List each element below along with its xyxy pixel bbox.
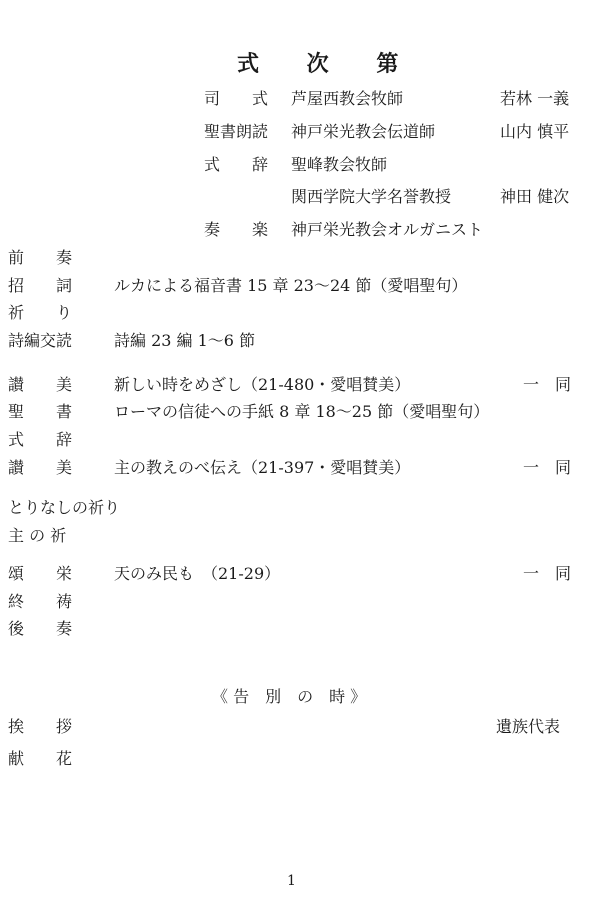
officiant-name: 若林 一義: [500, 89, 570, 108]
program-label: 頌 栄: [8, 564, 73, 583]
program-content: 主の教えのべ伝え（21-397・愛唱賛美）: [114, 458, 411, 477]
program-responder: 一 同: [523, 458, 572, 477]
organist-role: 奏 楽: [204, 220, 269, 239]
program-label: とりなしの祈り: [8, 498, 121, 517]
program-label: 招 詞: [8, 276, 73, 295]
farewell-label: 挨 拶: [8, 717, 73, 736]
program-responder: 一 同: [523, 375, 572, 394]
reader-role: 聖書朗読: [204, 122, 269, 141]
program-label: 後 奏: [8, 619, 73, 638]
farewell-responder: 遺族代表: [496, 717, 561, 736]
address-affiliation-2: 関西学院大学名誉教授: [291, 187, 452, 206]
farewell-heading: 《 告 別 の 時 》: [212, 687, 367, 706]
program-label: 祈 り: [8, 303, 73, 322]
organist-affiliation: 神戸栄光教会オルガニスト: [291, 220, 484, 239]
program-responder: 一 同: [523, 564, 572, 583]
program-label: 聖 書: [8, 402, 73, 421]
program-content: 天のみ民も （21-29）: [114, 564, 281, 583]
reader-name: 山内 慎平: [500, 122, 570, 141]
program-label: 讃 美: [8, 458, 73, 477]
program-label: 終 祷: [8, 592, 73, 611]
reader-affiliation: 神戸栄光教会伝道師: [291, 122, 436, 141]
program-content: ルカによる福音書 15 章 23〜24 節（愛唱聖句）: [114, 276, 468, 295]
address-affiliation: 聖峰教会牧師: [291, 155, 388, 174]
address-name: 神田 健次: [500, 187, 570, 206]
program-content: ローマの信徒への手紙 8 章 18〜25 節（愛唱聖句）: [114, 402, 490, 421]
program-label: 讃 美: [8, 375, 73, 394]
program-label: 主 の 祈: [8, 526, 67, 545]
program-content: 詩編 23 編 1〜6 節: [114, 331, 256, 350]
farewell-label: 献 花: [8, 749, 73, 768]
program-label: 式 辞: [8, 430, 73, 449]
page-number: 1: [287, 873, 296, 889]
program-label: 詩編交読: [8, 331, 73, 350]
officiant-role: 司 式: [204, 89, 269, 108]
officiant-affiliation: 芦屋西教会牧師: [291, 89, 404, 108]
page-title: 式 次 第: [237, 51, 419, 77]
program-content: 新しい時をめざし（21-480・愛唱賛美）: [114, 375, 411, 394]
address-role: 式 辞: [204, 155, 269, 174]
program-label: 前 奏: [8, 248, 73, 267]
